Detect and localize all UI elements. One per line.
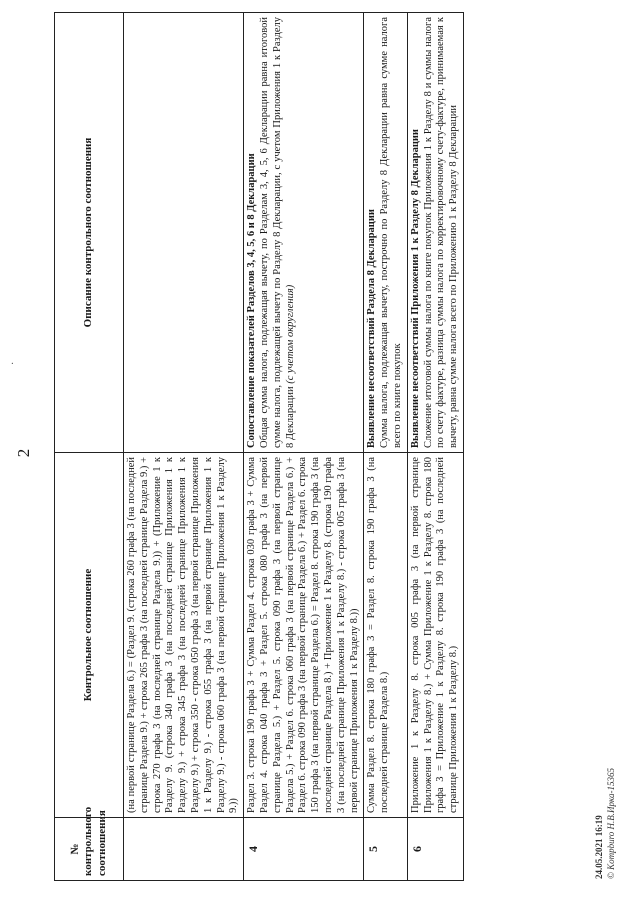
row-number: 4	[244, 818, 364, 881]
description-title: Выявление несоответствий Раздела 8 Декларации	[366, 209, 378, 448]
description-title: Сопоставление показателей Разделов 3, 4, 5, 6 и 8 Декларации	[246, 153, 258, 448]
row-description	[364, 13, 407, 453]
row-description	[244, 13, 364, 453]
description-note: (с учетом округления)	[284, 284, 296, 384]
control-relations-table	[54, 12, 464, 881]
scan-speck: ·	[8, 361, 19, 365]
header-description: Описание контрольного соотношения	[55, 13, 124, 453]
row-relation: Приложение 1 к Разделу 8. строка 005 графа 3 (на первой странице Приложения 1 к Разделу 8.) + Сумма Приложение 1 к Разделу 8. строка 180 графа 3 = Приложение 1 к Разделу 8. строка 190 графа 3 (на последней странице Приложения 1 к Разделу 8.)	[407, 453, 463, 818]
description-body: Сумма налога, подлежащая вычету, построчно по Разделу 8 Декларации равна сумме налога всего по книге покупок	[379, 17, 403, 448]
stamp-author: © Kompburo Н.В.Ирка-15365	[605, 768, 616, 879]
description-text: Общая сумма налога, подлежащая вычету, по Разделам 3, 4, 5, 6 Декларации равна итоговой сумме налога, подлежащей вычету по Разделу 8 Декларации, с учетом Приложения 1 к Разделу 8 Декларации	[258, 17, 296, 448]
row-number: 6	[407, 818, 463, 881]
stamp-date: 24.05.2021 16:19	[594, 815, 604, 879]
row-number	[124, 818, 244, 881]
table-row	[407, 13, 463, 881]
table-row	[124, 13, 244, 881]
description-title: Выявление несоответствий Приложения 1 к Разделу 8 Декларации	[409, 129, 421, 448]
row-description	[407, 13, 463, 453]
header-number: № контрольного соотношения	[55, 818, 124, 881]
row-relation: Сумма Раздел 8. строка 180 графа 3 = Раздел 8. строка 190 графа 3 (на последней странице Раздела 8.)	[364, 453, 407, 818]
table-row	[364, 13, 407, 881]
description-body: Сложение итоговой суммы налога по книге покупок Приложения 1 к Разделу 8 и суммы налога по счету фактуре, разница суммы налога по корректировочному счету-фактуре, принимаемая к вычету, равна сумме налога всего по Приложению 1 к Разделу 8 Декларации	[422, 17, 460, 448]
description-body	[259, 17, 297, 448]
row-number: 5	[364, 818, 407, 881]
table-row	[244, 13, 364, 881]
header-relation: Контрольное соотношение	[55, 453, 124, 818]
row-description	[124, 13, 244, 453]
signature-stamp	[594, 768, 617, 879]
table-header-row	[55, 13, 124, 881]
page-number: 2	[14, 448, 33, 458]
row-relation: Раздел 3. строка 190 графа 3 + Сумма Раздел 4. строка 030 графа 3 + Сумма Раздел 4. строка 040 графа 3 + Раздел 5. строка 080 графа 3 (на первой странице Раздела 5.) + Раздел 5. строка 090 графа 3 (на первой странице Раздела 5.) + Раздел 6. строка 060 графа 3 (на первой странице Раздела 6.) + Раздел 6. строка 090 графа 3 (на первой странице Раздела 6.) + Раздел 6. строка 150 графа 3 (на первой странице Раздела 6.) = Раздел 8. строка 190 графа 3 (на последней странице Раздела 8.) + Приложение 1 к Разделу 8. (строка 190 графа 3 (на последней странице Приложения 1 к Разделу 8.) - строка 005 графа 3 (на первой странице Приложения 1 к Разделу 8.))	[244, 453, 364, 818]
row-relation: (на первой странице Раздела 6.) = (Раздел 9. (строка 260 графа 3 (на последней странице Раздела 9.) + строка 265 графа 3 (на последней странице Раздела 9.) + строка 270 графа 3 (на последней странице Раздела 9.)) + (Приложение 1 к Разделу 9. (строка 340 графа 3 (на последней странице Приложения 1 к Разделу 9.) + строка 345 графа 3 (на последней странице Приложения 1 к Разделу 9.) + строка 350 - строка 050 графа 3 (на первой странице Приложения 1 к Разделу 9.) - строка 055 графа 3 (на первой странице Приложения 1 к Разделу 9.) - строка 060 графа 3 (на первой странице Приложения 1 к Разделу 9.))	[124, 453, 244, 818]
